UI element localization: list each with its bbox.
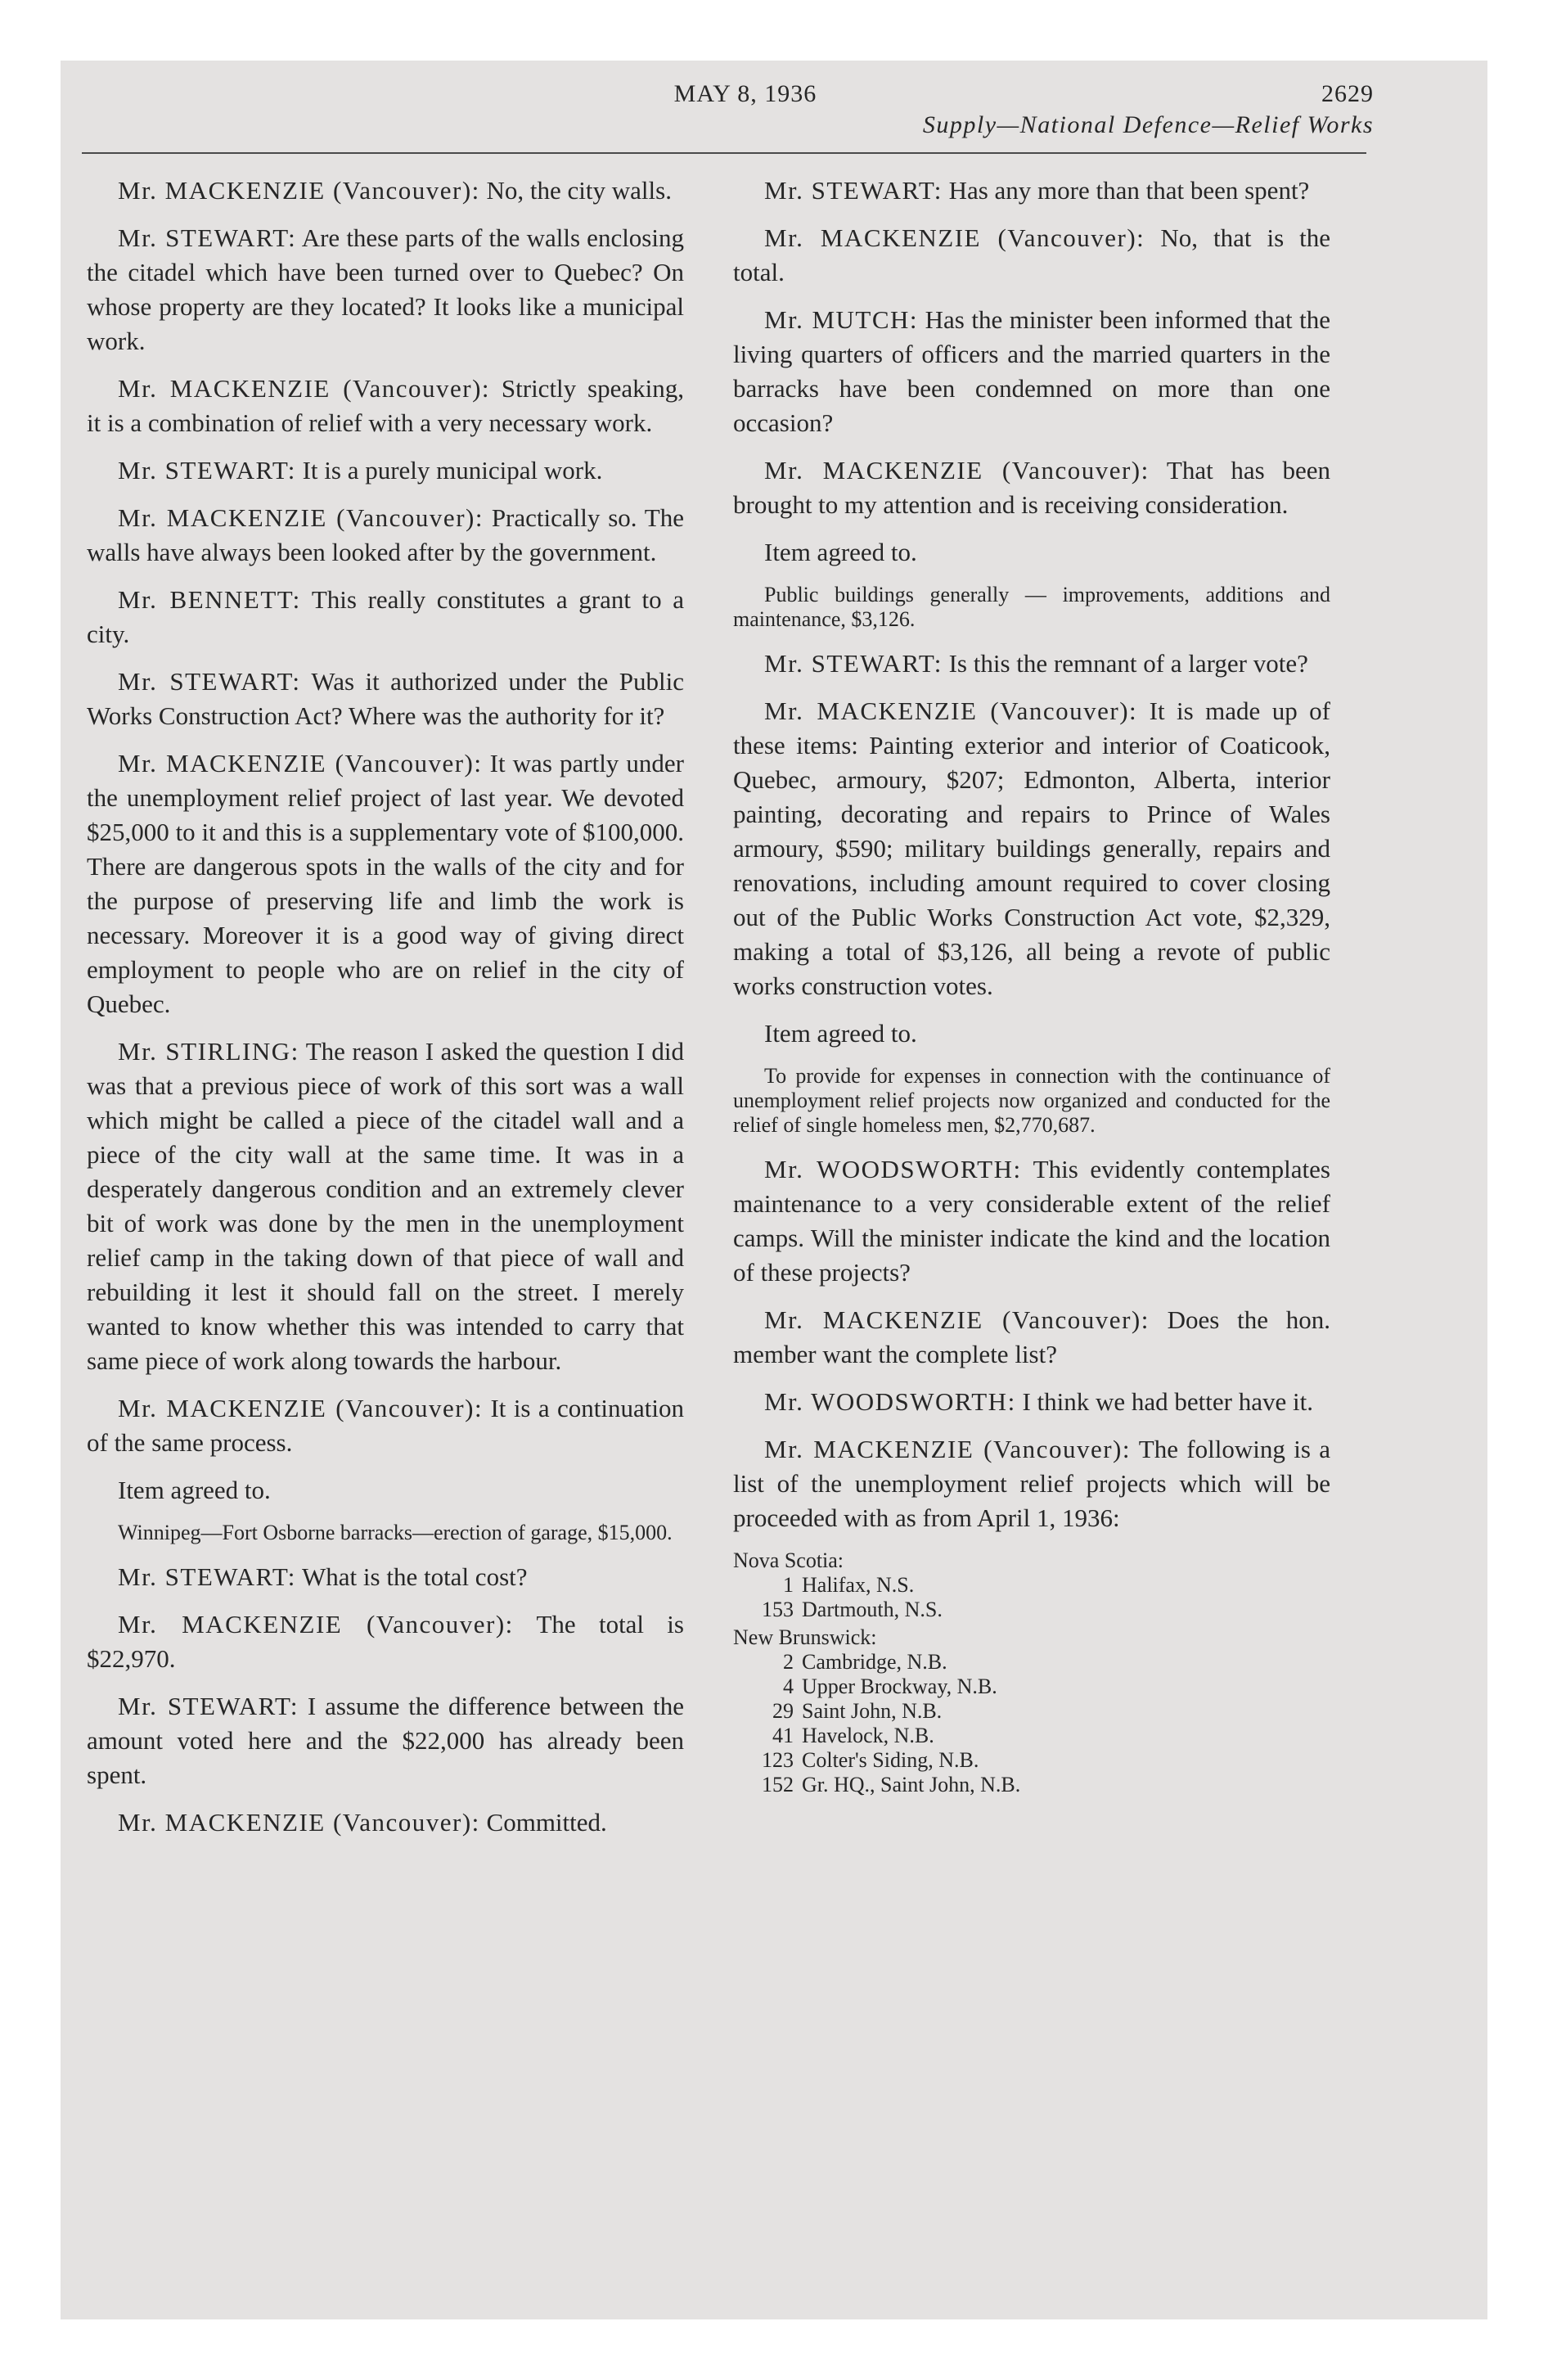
page-number: 2629 [1321,80,1374,107]
speech-paragraph [87,1805,684,1840]
speech-paragraph [733,303,1330,440]
speech-text: This evidently contemplates maintenance to a very considerable extent of the relief camps. Will the minister indicate the kind and the location of these projects? [733,1155,1330,1287]
project-place: Upper Brockway, N.B. [802,1675,997,1698]
speech-paragraph [87,372,684,440]
speech-text: What is the total cost? [302,1562,528,1591]
speaker-name: Mr. MACKENZIE (Vancouver): [764,1435,1131,1463]
speaker-name: Mr. STEWART: [118,667,301,696]
project-place: Halifax, N.S. [802,1573,915,1597]
speech-paragraph [87,583,684,651]
speech-paragraph [733,1016,1330,1051]
speaker-name: Mr. STEWART: [118,456,296,485]
speech-text: The following is a list of the unemployment relief projects which will be proceeded with as from April 1, 1936: [733,1435,1330,1532]
speech-paragraph [87,746,684,1021]
speaker-name: Mr. BENNETT: [118,585,301,614]
list-item [733,1573,1330,1598]
page-header [86,80,1405,139]
speech-text: Are these parts of the walls enclosing the citadel which have been turned over to Quebec? On whose property are they located? It looks like a municipal work. [87,223,684,355]
project-number: 153 [762,1598,794,1621]
project-place: Gr. HQ., Saint John, N.B. [802,1773,1021,1796]
speech-text: I assume the difference between the amount voted here and the $22,000 has already been spent. [87,1692,685,1789]
speaker-name: Mr. WOODSWORTH: [764,1155,1022,1183]
speech-paragraph [87,1473,684,1508]
speech-paragraph [87,1689,684,1792]
page-date: MAY 8, 1936 [673,80,817,107]
list-item [733,1699,1330,1724]
speech-paragraph [733,1303,1330,1372]
speaker-name: Mr. MUTCH: [764,305,919,334]
speech-paragraph [733,1385,1330,1419]
list-item [733,1724,1330,1748]
list-item [733,1675,1330,1699]
project-place: Cambridge, N.B. [802,1650,947,1674]
speech-text: No, the city walls. [486,176,672,205]
speech-paragraph [87,174,684,208]
speaker-name: Mr. MACKENZIE (Vancouver): [118,503,484,532]
speaker-name: Mr. MACKENZIE (Vancouver): [764,696,1138,725]
project-place: Dartmouth, N.S. [802,1598,943,1621]
speech-paragraph [733,1432,1330,1535]
speech-paragraph [733,453,1330,522]
speech-paragraph [87,501,684,570]
speech-text: Has any more than that been spent? [948,176,1310,205]
left-column [87,174,684,1853]
project-number: 41 [772,1724,794,1747]
province-heading: New Brunswick: [733,1625,877,1649]
project-list [733,1650,1330,1797]
speech-text: That has been brought to my attention and is receiving consideration. [733,456,1330,519]
speech-paragraph [733,221,1330,290]
speaker-name: Mr. WOODSWORTH: [764,1387,1016,1416]
running-head: Supply—National Defence—Relief Works [922,111,1374,138]
estimate-item: Public buildings generally — improvements, additions and maintenance, $3,126. [733,583,1330,631]
speech-paragraph [733,647,1330,681]
project-number: 2 [783,1650,794,1674]
speaker-name: Mr. STEWART: [118,1692,299,1720]
project-place: Saint John, N.B. [802,1699,943,1723]
speaker-name: Mr. MACKENZIE (Vancouver): [118,176,480,205]
speech-text: Was it authorized under the Public Works Construction Act? Where was the authority for it? [87,667,684,730]
speech-text: Is this the remnant of a larger vote? [948,649,1308,678]
speaker-name: Mr. STEWART: [118,1562,296,1591]
speech-text: Has the minister been informed that the living quarters of officers and the married quarters in the barracks have been condemned on more than one occasion? [733,305,1330,437]
speaker-name: Mr. STEWART: [118,223,297,252]
speech-text: No, that is the total. [733,223,1331,286]
speaker-name: Mr. MACKENZIE (Vancouver): [764,223,1145,252]
list-item [733,1748,1330,1773]
speaker-name: Mr. MACKENZIE (Vancouver): [764,456,1150,485]
list-item [733,1598,1330,1622]
speech-paragraph [87,221,684,358]
estimate-item: To provide for expenses in connection with the continuance of unemployment relief projects now organized and conducted for the relief of single homeless men, $2,770,687. [733,1064,1330,1137]
speech-text: Strictly speaking, it is a combination of relief with a very necessary work. [87,374,684,437]
speaker-name: Mr. STIRLING: [118,1037,299,1066]
speech-paragraph [733,1152,1330,1290]
speech-paragraph [87,1034,684,1378]
project-number: 123 [762,1748,794,1772]
speech-text: I think we had better have it. [1022,1387,1313,1416]
list-item [733,1650,1330,1675]
speech-text: Practically so. The walls have always been looked after by the government. [87,503,684,566]
speaker-name: Mr. MACKENZIE (Vancouver): [118,1394,484,1422]
speech-text: It is a purely municipal work. [302,456,603,485]
speech-text: Item agreed to. [764,538,917,566]
list-item [733,1773,1330,1797]
speaker-name: Mr. MACKENZIE (Vancouver): [118,1610,514,1639]
speech-paragraph [87,1560,684,1594]
header-rule [82,152,1366,154]
speaker-name: Mr. MACKENZIE (Vancouver): [118,1808,480,1837]
speech-paragraph [733,694,1330,1003]
speaker-name: Mr. STEWART: [764,176,943,205]
speaker-name: Mr. MACKENZIE (Vancouver): [118,749,483,778]
speech-text: It was partly under the unemployment relief project of last year. We devoted $25,000 to it and this is a supplementary vote of $100,000. There are dangerous spots in the walls of the city and for the purpose of preserving life and limb the work is necessary. Moreover it is a good way of giving direct employment to people who are on relief in the city of Quebec. [87,749,684,1018]
right-column [733,174,1330,1801]
speech-text: Item agreed to. [764,1019,917,1048]
speech-paragraph [87,1607,684,1676]
project-list [733,1573,1330,1622]
speech-text: The reason I asked the question I did was that a previous piece of work of this sort was a wall which might be called a piece of the citadel wall and a piece of the city wall at the same time. It was in a desperately dangerous condition and an extremely clever bit of work was done by the men in the unemployment relief camp in the taking down of that piece of wall and rebuilding it lest it should fall on the street. I merely wanted to know whether this was intended to carry that same piece of work along towards the harbour. [87,1037,684,1375]
speaker-name: Mr. MACKENZIE (Vancouver): [118,374,491,403]
speech-text: Committed. [486,1808,607,1837]
project-number: 1 [783,1573,794,1597]
province-heading: Nova Scotia: [733,1548,844,1572]
project-number: 29 [772,1699,794,1723]
speech-paragraph [733,535,1330,570]
project-number: 152 [762,1773,794,1796]
project-number: 4 [783,1675,794,1698]
speaker-name: Mr. MACKENZIE (Vancouver): [764,1305,1150,1334]
estimate-item: Winnipeg—Fort Osborne barracks—erection of garage, $15,000. [118,1521,673,1544]
speech-text: Item agreed to. [118,1476,271,1504]
speech-paragraph [733,174,1330,208]
speech-paragraph [87,1391,684,1460]
speech-paragraph [87,453,684,488]
speech-text: The total is $22,970. [87,1610,684,1673]
project-place: Havelock, N.B. [802,1724,934,1747]
speech-text: It is a continuation of the same process. [87,1394,685,1457]
speech-text: This really constitutes a grant to a city. [87,585,684,648]
speech-text: It is made up of these items: Painting exterior and interior of Coaticook, Quebec, armoury, $207; Edmonton, Alberta, interior painting, decorating and repairs to Prince of Wales armoury, $590; military buildings generally, repairs and renovations, including amount required to cover closing out of the Public Works Construction Act vote, $2,329, making a total of $3,126, all being a revote of public works construction votes. [733,696,1330,1000]
speech-text: Does the hon. member want the complete list? [733,1305,1330,1368]
speech-paragraph [87,665,684,733]
project-place: Colter's Siding, N.B. [802,1748,979,1772]
speaker-name: Mr. STEWART: [764,649,943,678]
